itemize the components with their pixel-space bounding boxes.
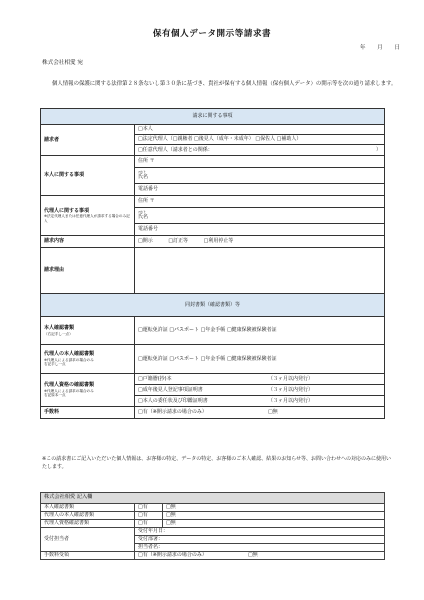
- requester-voluntary-rep-row[interactable]: [135, 145, 385, 156]
- subject-name-label: 氏名: [138, 173, 149, 180]
- docs-qual-note1: ※代理人による請求の場合のみ: [44, 388, 94, 393]
- content-label: 請求内容: [41, 236, 135, 248]
- office-fee-label: 手数料受領: [41, 552, 135, 560]
- docs-qual-row2-note: （３ヶ月以内発行）: [268, 386, 314, 393]
- office-row-yes[interactable]: □有: [135, 520, 163, 528]
- fee-options: [135, 407, 385, 419]
- office-header: 株式会社相愛 記入欄: [41, 493, 385, 504]
- office-row-no[interactable]: □無: [163, 504, 385, 512]
- docs-agent-label-cell: [41, 345, 135, 374]
- office-row-yes[interactable]: □有: [135, 504, 163, 512]
- subject-furigana: ﾌﾘｶﾞﾅ: [138, 169, 146, 174]
- agent-phone-field[interactable]: 電話番号: [135, 224, 385, 236]
- agent-address-field[interactable]: 住所 〒: [135, 196, 385, 208]
- office-use-table: [40, 492, 385, 560]
- subject-name-field[interactable]: [135, 168, 385, 184]
- docs-qual-guardian-cert-checkbox[interactable]: □成年後見人登記事項証明書: [138, 386, 203, 393]
- voluntary-rep-close-paren: ）: [375, 146, 381, 153]
- section-header-request: 請求に関する事項: [41, 109, 385, 125]
- docs-subject-label-cell: [41, 317, 135, 345]
- request-form-table: [40, 108, 385, 419]
- subject-phone-field[interactable]: 電話番号: [135, 184, 385, 196]
- content-options: [135, 236, 385, 248]
- content-stop-checkbox[interactable]: □利用停止等: [203, 238, 234, 245]
- docs-subject-options[interactable]: □運転免許証 □パスポート □年金手帳 □健康保険被保険者証: [135, 317, 385, 345]
- subject-label: 本人に関する事項: [41, 156, 135, 196]
- reason-field[interactable]: [135, 248, 385, 294]
- office-received-dept[interactable]: 受付部署：: [135, 536, 385, 544]
- requester-legal-rep-checkbox[interactable]: □法定代理人（□親権者 □後見人（成年・未成年） □保佐人 □補助人）: [135, 135, 385, 145]
- section-header-documents: 同封書類（確認書類）等: [41, 294, 385, 317]
- docs-subject-note: （右記手し一点）: [44, 331, 73, 336]
- addressee: 株式会社相愛 宛: [42, 60, 83, 66]
- docs-subject-label: 本人確認書類: [44, 324, 75, 331]
- office-fee-no-checkbox[interactable]: □無: [248, 551, 258, 558]
- office-row-label: 本人確認書類: [41, 504, 135, 512]
- office-row-label: 代理人資格確認書類: [41, 520, 135, 528]
- docs-qual-proxy-checkbox[interactable]: □本人の委任状及び印鑑証明書: [138, 397, 208, 404]
- requester-self-checkbox[interactable]: □本人: [135, 125, 385, 135]
- fee-no-checkbox[interactable]: □無: [268, 409, 278, 416]
- docs-qual-label: 代理人資格の確認書類: [44, 382, 95, 389]
- docs-qual-row3-note: （３ヶ月以内発行）: [268, 397, 314, 404]
- docs-qual-row3[interactable]: [135, 396, 385, 407]
- docs-agent-options[interactable]: □運転免許証 □パスポート □年金手帳 □健康保険被保険者証: [135, 345, 385, 374]
- privacy-note: ※この請求書にご記入いただいた個人情報は、お客様の特定、データの特定、お客様のご本人確認、結果のお知らせ等、お問い合わせへの対応のみに使用いたします。: [42, 456, 392, 470]
- office-row-no[interactable]: □無: [163, 520, 385, 528]
- content-disclose-checkbox[interactable]: □開示: [138, 238, 153, 245]
- reason-label: 請求理由: [41, 248, 135, 294]
- date-line: 年 月 日: [360, 45, 400, 51]
- docs-qual-row2[interactable]: [135, 385, 385, 396]
- agent-name-field[interactable]: [135, 208, 385, 224]
- fee-label: 手数料: [41, 407, 135, 419]
- fee-yes-checkbox[interactable]: □有（※開示請求の場合のみ）: [138, 409, 207, 416]
- office-row-yes[interactable]: □有: [135, 512, 163, 520]
- agent-label: 代理人に関する事項: [44, 207, 90, 214]
- agent-label-cell: [41, 196, 135, 236]
- page-title: 保有個人データ開示等請求書: [152, 29, 272, 39]
- voluntary-rep-checkbox[interactable]: □任意代理人（請求者との関係：: [138, 146, 213, 153]
- agent-furigana: ﾌﾘｶﾞﾅ: [138, 209, 146, 214]
- docs-agent-label: 代理人の本人確認書類: [44, 351, 95, 358]
- docs-qual-row1[interactable]: [135, 374, 385, 385]
- intro-paragraph: 個人情報の保護に関する法律第２８条ないし第３０条に基づき、貴社が保有する個人情報（保有個人データ）の開示等を次の通り請求します。: [52, 81, 397, 87]
- agent-note: ※法定代理人または任意代理人が請求する場合のみ記入: [44, 214, 130, 223]
- office-row-label: 代理人の本人確認書類: [41, 512, 135, 520]
- requester-label: 請求者: [41, 125, 135, 156]
- docs-qual-family-register-checkbox[interactable]: □戸籍謄(抄)本: [138, 375, 172, 382]
- docs-agent-note1: ※代理人による請求の場合のみ: [44, 357, 94, 362]
- office-fee-yes-checkbox[interactable]: □有（※開示請求の場合のみ）: [138, 551, 207, 558]
- office-row-no[interactable]: □無: [163, 512, 385, 520]
- content-correct-checkbox[interactable]: □訂正等: [168, 238, 189, 245]
- office-received-label: 受付担当者: [41, 528, 135, 552]
- office-fee-options: [135, 552, 385, 560]
- office-received-person[interactable]: 担当者名：: [135, 544, 385, 552]
- office-received-date[interactable]: 受付年月日：: [135, 528, 385, 536]
- docs-agent-note2: 右記手し一点: [44, 362, 66, 367]
- docs-qual-label-cell: [41, 374, 135, 407]
- docs-qual-note2: 右記原本一点: [44, 393, 66, 398]
- agent-name-label: 氏名: [138, 213, 149, 220]
- docs-qual-row1-note: （３ヶ月以内発行）: [268, 375, 314, 382]
- subject-address-field[interactable]: 住所 〒: [135, 156, 385, 168]
